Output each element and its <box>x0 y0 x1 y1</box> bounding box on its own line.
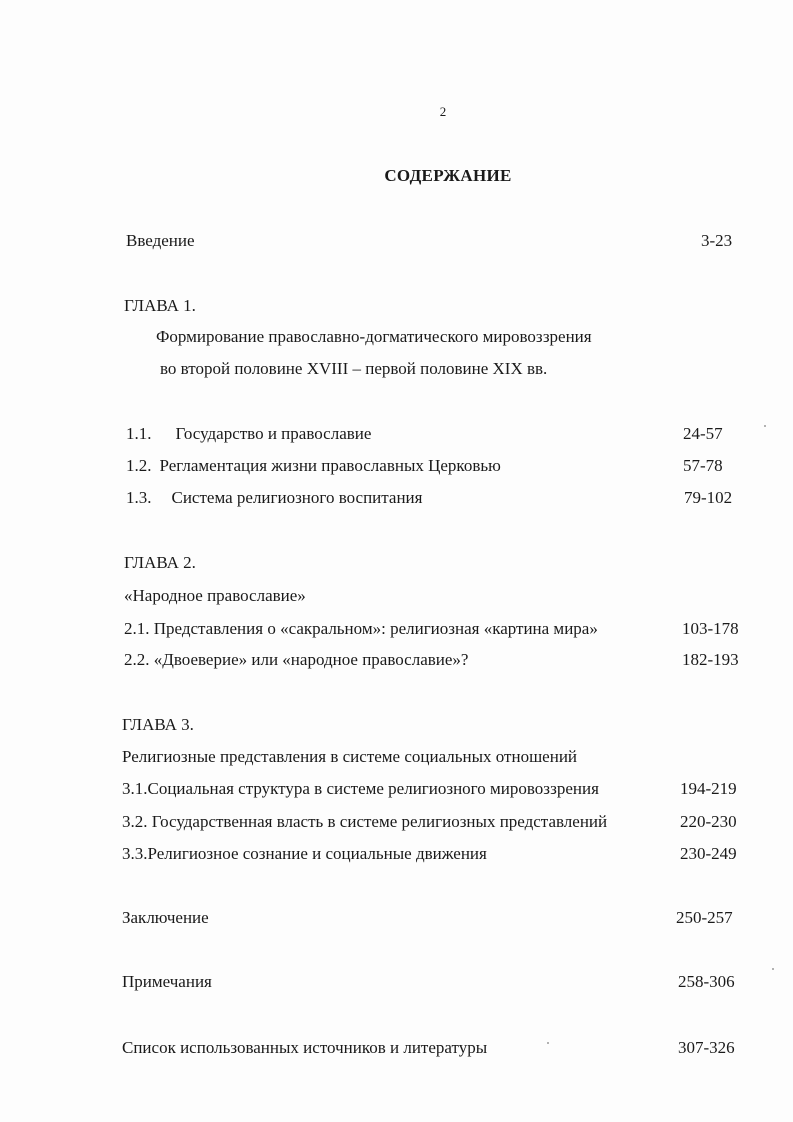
toc-entry-2-2: 2.2. «Двоеверие» или «народное православие»? <box>124 650 469 669</box>
toc-entry-sources-label: Список использованных источников и литературы <box>122 1038 488 1057</box>
toc-entry-intro-label: Введение <box>126 231 195 250</box>
chapter2-heading: ГЛАВА 2. <box>124 553 196 572</box>
chapter1-title-line2: во второй половине XVIII – первой половине XIX вв. <box>160 359 548 378</box>
toc-entry-3-1-pages: 194-219 <box>680 779 737 798</box>
toc-entry-title: Государство и православие <box>175 424 372 443</box>
toc-entry-2-1: 2.1. Представления о «сакральном»: религиозная «картина мира» <box>124 619 598 638</box>
toc-entry-3-3: 3.3.Религиозное сознание и социальные движения <box>122 844 487 863</box>
toc-entry-1-3 <box>126 488 422 508</box>
toc-entry-sources-pages: 307-326 <box>678 1038 735 1057</box>
toc-entry-intro-pages: 3-23 <box>701 231 733 250</box>
chapter1-title-line1: Формирование православно-догматического мировоззрения <box>156 327 592 346</box>
toc-entry-2-2-pages: 182-193 <box>682 650 739 669</box>
chapter3-heading: ГЛАВА 3. <box>122 715 194 734</box>
toc-entry-conclusion-label: Заключение <box>122 908 209 927</box>
toc-entry-1-3-pages: 79-102 <box>684 488 733 507</box>
chapter1-heading: ГЛАВА 1. <box>124 296 196 315</box>
page-number: 2 <box>439 104 447 119</box>
toc-entry-2-1-pages: 103-178 <box>682 619 739 638</box>
toc-entry-3-1: 3.1.Социальная структура в системе религиозного мировоззрения <box>122 779 599 798</box>
toc-entry-1-1-pages: 24-57 <box>683 424 723 443</box>
toc-entry-title: Система религиозного воспитания <box>171 488 423 507</box>
toc-entry-number: 1.3. <box>126 488 152 507</box>
scan-speck <box>547 1042 549 1044</box>
toc-entry-3-2-pages: 220-230 <box>680 812 737 831</box>
toc-entry-notes-pages: 258-306 <box>678 972 735 991</box>
scan-speck <box>772 968 774 970</box>
toc-entry-1-2-pages: 57-78 <box>683 456 723 475</box>
toc-entry-1-2 <box>126 456 501 476</box>
toc-entry-number: 1.1. <box>126 424 152 443</box>
toc-entry-number: 1.2. <box>126 456 152 475</box>
toc-entry-3-3-pages: 230-249 <box>680 844 737 863</box>
chapter3-title: Религиозные представления в системе социальных отношений <box>122 747 578 766</box>
toc-entry-conclusion-pages: 250-257 <box>676 908 733 927</box>
toc-entry-title: Регламентация жизни православных Церковью <box>159 456 501 475</box>
chapter2-title: «Народное православие» <box>124 586 306 605</box>
toc-title: СОДЕРЖАНИЕ <box>384 166 512 185</box>
toc-entry-notes-label: Примечания <box>122 972 212 991</box>
toc-entry-1-1 <box>126 424 371 444</box>
toc-entry-3-2: 3.2. Государственная власть в системе религиозных представлений <box>122 812 608 831</box>
scan-speck <box>764 425 766 427</box>
